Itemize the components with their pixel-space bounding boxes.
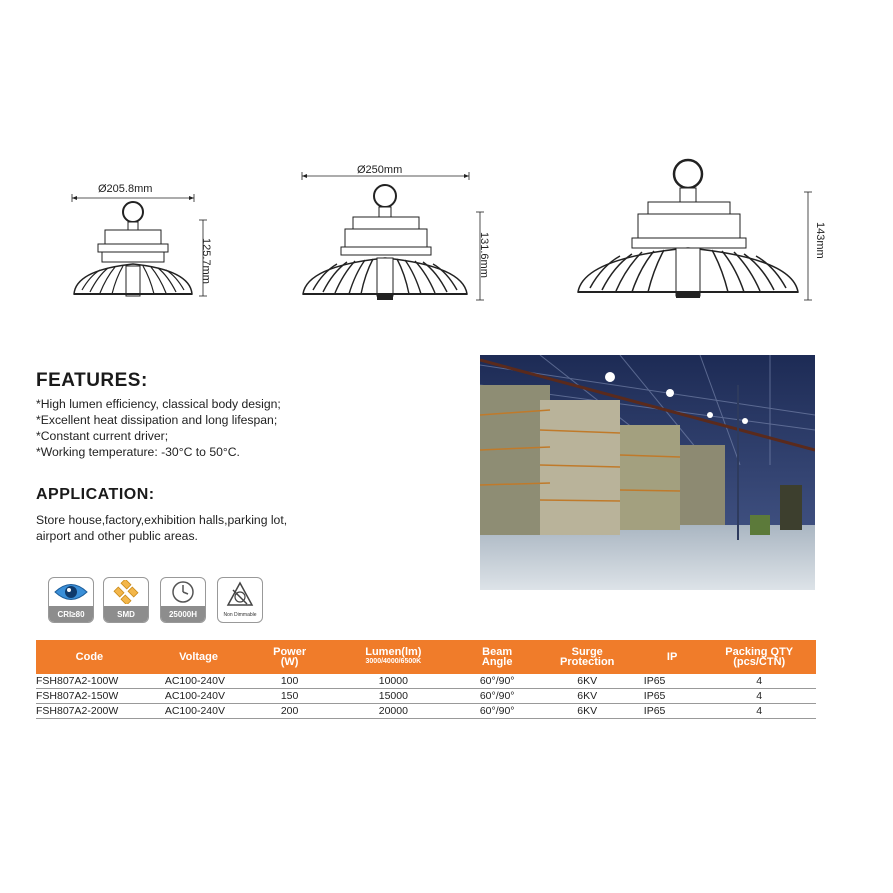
cell-voltage: AC100-240V: [143, 704, 254, 719]
feature-item: *Working temperature: -30°C to 50°C.: [36, 445, 240, 459]
cell-surge: 6KV: [533, 704, 642, 719]
features-list: [36, 396, 456, 460]
spec-table: [36, 640, 816, 719]
cell-beam: 60°/90°: [462, 689, 533, 704]
cell-surge: 6KV: [533, 689, 642, 704]
col-beam-header: Beam Angle: [462, 640, 533, 674]
features-title: FEATURES:: [36, 370, 148, 391]
cell-lumen: 10000: [325, 674, 462, 689]
non-dimmable-badge: Non Dimmable: [217, 577, 263, 623]
cell-packing: 4: [702, 704, 816, 719]
lifespan-badge: 25000H: [160, 577, 206, 623]
cell-power: 200: [254, 704, 325, 719]
cell-code: FSH807A2-100W: [36, 674, 143, 689]
smd-badge: SMD: [103, 577, 149, 623]
application-line: airport and other public areas.: [36, 529, 198, 543]
feature-item: *Excellent heat dissipation and long lifespan;: [36, 413, 278, 427]
application-line: Store house,factory,exhibition halls,parking lot,: [36, 513, 288, 527]
lamp2-width-label: Ø250mm: [357, 164, 403, 176]
table-row: [36, 689, 816, 704]
table-row: [36, 674, 816, 689]
table-header-row: [36, 640, 816, 674]
col-code-header: Code: [36, 640, 143, 674]
feature-item: *High lumen efficiency, classical body design;: [36, 397, 281, 411]
feature-item: *Constant current driver;: [36, 429, 169, 443]
cell-packing: 4: [702, 689, 816, 704]
cell-voltage: AC100-240V: [143, 674, 254, 689]
cri-badge: CRI≥80: [48, 577, 94, 623]
application-text: [36, 512, 456, 544]
cell-code: FSH807A2-200W: [36, 704, 143, 719]
col-surge-header: Surge Protection: [533, 640, 642, 674]
non-dimmable-icon: [218, 578, 262, 612]
col-voltage-header: Voltage: [143, 640, 254, 674]
cell-power: 100: [254, 674, 325, 689]
cell-packing: 4: [702, 674, 816, 689]
cell-beam: 60°/90°: [462, 704, 533, 719]
col-ip-header: IP: [642, 640, 703, 674]
cell-ip: IP65: [642, 689, 703, 704]
col-packing-header: Packing QTY (pcs/CTN): [702, 640, 816, 674]
col-power-header: Power (W): [254, 640, 325, 674]
cell-ip: IP65: [642, 674, 703, 689]
lamp1-height-label: 125.7mm: [200, 238, 212, 284]
lamp2-height-label: 131.6mm: [478, 232, 490, 278]
lamp2-drawing: [295, 168, 495, 308]
table-row: [36, 704, 816, 719]
cell-lumen: 15000: [325, 689, 462, 704]
application-title: APPLICATION:: [36, 486, 155, 503]
warehouse-photo: [480, 355, 815, 590]
lamp1-width-label: Ø205.8mm: [98, 183, 153, 195]
eye-icon: [49, 578, 93, 606]
col-lumen-header: Lumen(lm) 3000/4000/6500K: [325, 640, 462, 674]
cell-power: 150: [254, 689, 325, 704]
cell-ip: IP65: [642, 704, 703, 719]
cell-code: FSH807A2-150W: [36, 689, 143, 704]
cell-beam: 60°/90°: [462, 674, 533, 689]
lamp3-height-label: 143mm: [814, 222, 826, 259]
cell-surge: 6KV: [533, 674, 642, 689]
led-chip-icon: [104, 578, 148, 606]
cell-lumen: 20000: [325, 704, 462, 719]
clock-icon: [161, 578, 205, 606]
lamp3-drawing: [570, 152, 820, 312]
cell-voltage: AC100-240V: [143, 689, 254, 704]
